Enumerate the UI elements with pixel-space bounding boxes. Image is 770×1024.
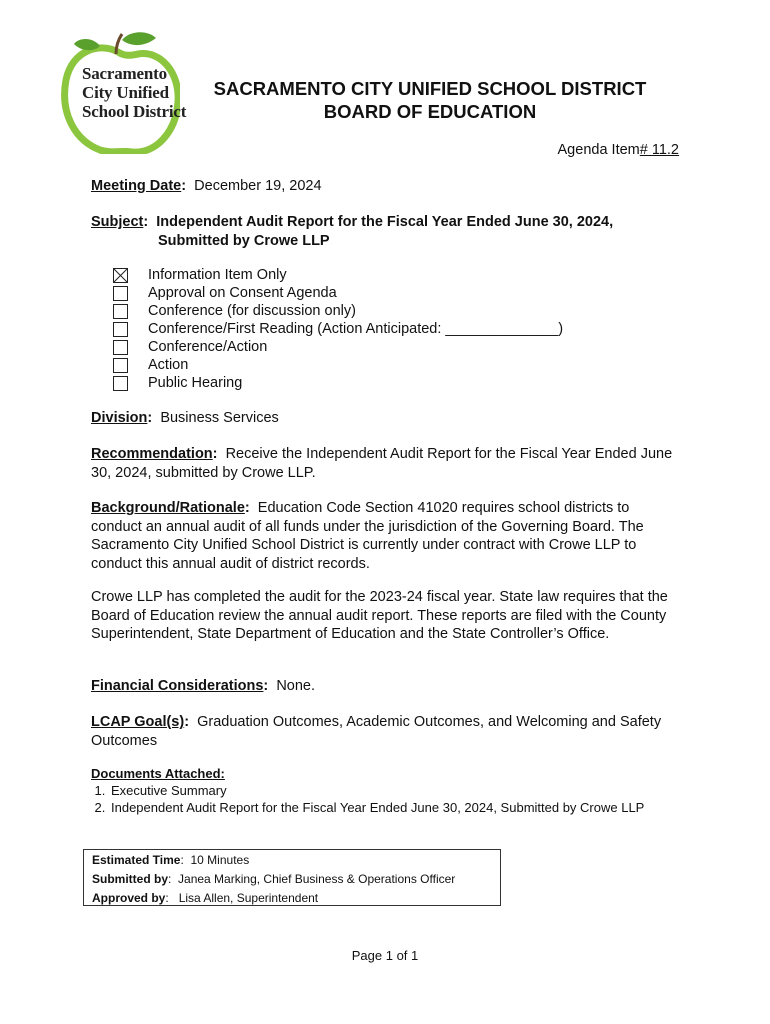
document-item: 1. Executive Summary — [109, 782, 671, 799]
document-item: 2. Independent Audit Report for the Fiscal Year Ended June 30, 2024, Submitted by Crowe LLP — [109, 799, 671, 816]
approved-by-value: Lisa Allen, Superintendent — [178, 891, 319, 905]
logo-line-1: Sacramento — [82, 64, 167, 83]
background-paragraph-2: Crowe LLP has completed the audit for the 2023-24 fiscal year. State law requires that the Board of Education review the annual audit report. These reports are filed with the County Superintendent, State Department of Education and the State Controller’s Office. — [91, 589, 668, 642]
checkbox-icon — [113, 376, 128, 391]
submitted-by: Submitted by: Janea Marking, Chief Business & Operations Officer — [92, 872, 456, 886]
title-line-1: SACRAMENTO CITY UNIFIED SCHOOL DISTRICT — [213, 78, 647, 99]
documents-list — [91, 782, 671, 816]
subject-line-2: Submitted by Crowe LLP — [158, 232, 330, 249]
approved-by: Approved by: Lisa Allen, Superintendent — [92, 891, 319, 905]
recommendation-text: Receive the Independent Audit Report for the Fiscal Year Ended June 30, 2024, submitted by Crowe LLP. — [91, 446, 673, 481]
checked-checkbox-icon — [113, 268, 128, 283]
division: Division: Business Services — [91, 410, 279, 426]
agenda-label: Agenda Item — [557, 142, 640, 158]
lcap-label: LCAP Goal(s) — [91, 714, 185, 730]
subject-label: Subject — [91, 214, 144, 230]
checkbox-icon — [113, 304, 128, 319]
option-row — [113, 302, 563, 320]
logo-line-2: City Unified — [82, 83, 169, 102]
option-label: Conference (for discussion only) — [148, 303, 356, 319]
financial-considerations: Financial Considerations: None. — [91, 678, 316, 694]
estimated-time-label: Estimated Time — [92, 853, 181, 867]
submitted-by-value: Janea Marking, Chief Business & Operations Officer — [178, 872, 456, 886]
division-label: Division — [91, 410, 148, 426]
lcap-value: Graduation Outcomes, Academic Outcomes, and Welcoming and Safety Outcomes — [91, 714, 662, 749]
option-row — [113, 266, 563, 284]
agenda-number: # 11.2 — [639, 142, 679, 158]
division-value: Business Services — [160, 410, 279, 426]
option-label: Action — [148, 357, 189, 373]
info-box — [83, 849, 501, 906]
item-type-options — [113, 266, 563, 392]
meeting-date-value: December 19, 2024 — [194, 178, 322, 194]
option-row — [113, 374, 563, 392]
option-row — [113, 284, 563, 302]
option-row — [113, 338, 563, 356]
option-row — [113, 356, 563, 374]
checkbox-icon — [113, 340, 128, 355]
option-label: Approval on Consent Agenda — [148, 285, 337, 301]
recommendation-label: Recommendation — [91, 446, 213, 462]
submitted-by-label: Submitted by — [92, 872, 169, 886]
agenda-item — [558, 142, 679, 158]
lcap-goals: LCAP Goal(s): Graduation Outcomes, Academic Outcomes, and Welcoming and Safety Outcomes — [91, 714, 662, 749]
approved-by-label: Approved by — [92, 891, 166, 905]
financial-value: None. — [276, 678, 316, 694]
page-title — [170, 77, 690, 123]
subject: Subject: Independent Audit Report for the Fiscal Year Ended June 30, 2024, Submitted by Crowe LLP — [91, 213, 681, 250]
title-line-2: BOARD OF EDUCATION — [323, 101, 537, 122]
documents-label: Documents Attached: — [91, 766, 225, 781]
page-number: Page 1 of 1 — [351, 948, 419, 963]
background-text: Education Code Section 41020 requires school districts to conduct an annual audit of all funds under the jurisdiction of the Governing Board. The Sacramento City Unified School District is currently under contract with Crowe LLP to conduct this annual audit of district records. — [91, 500, 644, 572]
checkbox-icon — [113, 286, 128, 301]
estimated-time: Estimated Time: 10 Minutes — [92, 853, 250, 867]
option-label: Information Item Only — [148, 267, 287, 283]
option-label: Conference/Action — [148, 339, 268, 355]
logo-line-3: School District — [82, 102, 187, 121]
background-label: Background/Rationale — [91, 500, 245, 516]
meeting-date-label: Meeting Date — [91, 178, 182, 194]
checkbox-icon — [113, 322, 128, 337]
financial-label: Financial Considerations — [91, 678, 264, 694]
subject-line-1: Independent Audit Report for the Fiscal Year Ended June 30, 2024, — [156, 214, 614, 230]
recommendation: Recommendation: Receive the Independent Audit Report for the Fiscal Year Ended June 30, 2024, submitted by Crowe LLP. — [91, 446, 673, 481]
documents-attached — [91, 765, 671, 816]
option-label: Public Hearing — [148, 375, 243, 391]
background-rationale: Background/Rationale: Education Code Section 41020 requires school districts to conduct an annual audit of all funds under the jurisdiction of the Governing Board. The Sacramento City Unified School District is currently under contract with Crowe LLP to conduct this annual audit of district records. — [91, 500, 644, 572]
option-label: Conference/First Reading (Action Anticipated: ______________) — [148, 321, 564, 337]
checkbox-icon — [113, 358, 128, 373]
estimated-time-value: 10 Minutes — [190, 853, 250, 867]
meeting-date: Meeting Date: December 19, 2024 — [91, 178, 322, 194]
option-row — [113, 320, 563, 338]
